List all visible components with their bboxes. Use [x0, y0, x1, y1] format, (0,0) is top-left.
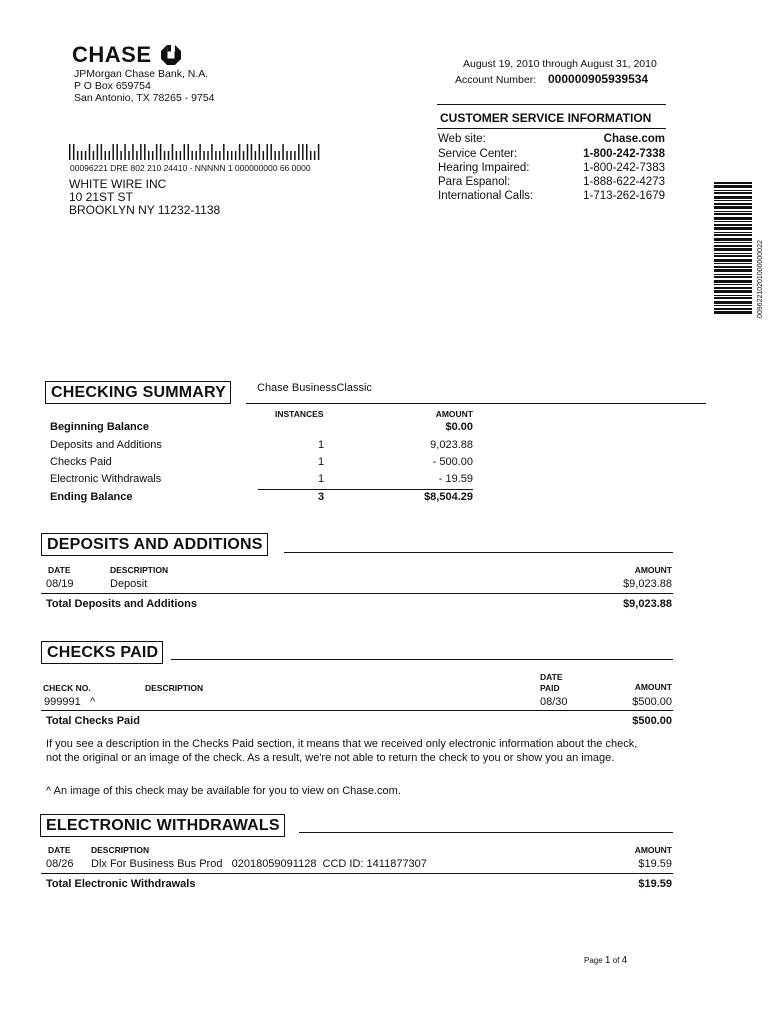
page-label: Page [584, 956, 603, 965]
cs-value: 1-713-262-1679 [583, 190, 665, 202]
withdrawals-total-label: Total Electronic Withdrawals [46, 878, 196, 890]
summary-instances: 1 [318, 456, 325, 468]
cs-label: International Calls: [438, 190, 534, 202]
summary-instances: 3 [318, 491, 325, 503]
deposit-amount: $9,023.88 [623, 578, 672, 590]
cs-label: Service Center: [438, 148, 518, 160]
col-amount: AMOUNT [634, 845, 672, 855]
withdrawal-amount: $19.59 [638, 858, 672, 870]
account-number: 000000905939534 [548, 72, 649, 86]
cs-website-link[interactable]: Chase.com [603, 133, 665, 145]
deposits-total: $9,023.88 [623, 598, 672, 610]
page-indicator [584, 955, 627, 966]
col-description: DESCRIPTION [91, 845, 150, 855]
check-amount: $500.00 [632, 696, 672, 708]
deposit-description: Deposit [110, 578, 148, 590]
col-amount: AMOUNT [435, 409, 473, 419]
summary-label: Beginning Balance [50, 421, 150, 433]
customer-name: WHITE WIRE INC [69, 177, 167, 191]
page-number: 1 [604, 955, 611, 966]
customer-city: BROOKLYN NY 11232-1138 [69, 203, 221, 217]
summary-label: Checks Paid [50, 456, 112, 468]
bank-city: San Antonio, TX 78265 - 9754 [74, 92, 215, 104]
col-description: DESCRIPTION [110, 565, 169, 575]
chase-logo-text: CHASE [72, 42, 152, 67]
summary-amount: $8,504.29 [424, 491, 473, 503]
summary-amount: - 500.00 [432, 456, 473, 468]
check-image-marker: ^ [90, 696, 96, 708]
check-number: 999991 [44, 696, 81, 708]
bank-name: JPMorgan Chase Bank, N.A. [74, 68, 209, 80]
deposit-date: 08/19 [46, 578, 74, 590]
cs-value: 1-888-622-4273 [583, 176, 665, 188]
withdrawal-description: Dlx For Business Bus Prod 02018059091128 CCD ID: 1411877307 [91, 858, 427, 870]
cs-label: Hearing Impaired: [438, 162, 530, 174]
col-date-paid-2: PAID [540, 683, 560, 693]
checks-image-note: ^ An image of this check may be available for you to view on Chase.com. [46, 785, 401, 797]
cs-value: 1-800-242-7383 [583, 162, 665, 174]
checks-paid-title: CHECKS PAID [41, 641, 163, 664]
customer-service-title: CUSTOMER SERVICE INFORMATION [440, 111, 652, 125]
page-of-label: of [612, 956, 620, 965]
summary-instances: 1 [318, 439, 325, 451]
summary-amount: - 19.59 [438, 473, 473, 485]
checks-note-line-2: not the original or an image of the check. As a result, we're not able to return the check to you or show you an image. [46, 752, 615, 764]
svg-text:00962210201000000022: 00962210201000000022 [757, 240, 764, 318]
checks-note-line-1: If you see a description in the Checks Paid section, it means that we received only electronic information about the check, [46, 738, 638, 750]
summary-amount: $0.00 [445, 421, 473, 433]
col-amount: AMOUNT [634, 565, 672, 575]
electronic-withdrawals-title: ELECTRONIC WITHDRAWALS [40, 814, 285, 837]
customer-street: 10 21ST ST [69, 190, 133, 204]
product-name: Chase BusinessClassic [257, 382, 372, 394]
deposits-total-label: Total Deposits and Additions [46, 598, 197, 610]
page-total: 4 [621, 955, 628, 966]
summary-label: Electronic Withdrawals [50, 473, 162, 485]
col-date: DATE [48, 565, 71, 575]
chase-octagon-logo-icon [160, 44, 182, 66]
withdrawal-date: 08/26 [46, 858, 74, 870]
deposits-title: DEPOSITS AND ADDITIONS [41, 533, 268, 556]
side-barcode [714, 182, 752, 316]
summary-instances: 1 [318, 473, 325, 485]
col-date: DATE [48, 845, 71, 855]
barcode-text: 00096221 DRE 802 210 24410 - NNNNN 1 000000000 66 0000 [70, 163, 311, 173]
summary-amount: 9,023.88 [430, 439, 473, 451]
bank-po-box: P O Box 659754 [74, 80, 151, 92]
col-description: DESCRIPTION [145, 683, 204, 693]
checks-total: $500.00 [632, 715, 672, 727]
col-date-paid-1: DATE [540, 672, 563, 682]
statement-period: August 19, 2010 through August 31, 2010 [463, 58, 657, 70]
col-check-no: CHECK NO. [43, 683, 91, 693]
withdrawals-total: $19.59 [638, 878, 672, 890]
side-barcode-text [754, 184, 764, 318]
cs-label: Web site: [438, 133, 486, 145]
summary-label: Ending Balance [50, 491, 133, 503]
cs-value: 1-800-242-7338 [583, 148, 665, 160]
col-instances: INSTANCES [275, 409, 324, 419]
account-number-label: Account Number: [455, 74, 537, 86]
cs-label: Para Espanol: [438, 176, 511, 188]
col-amount: AMOUNT [634, 682, 672, 692]
postal-barcode [69, 144, 322, 160]
checks-total-label: Total Checks Paid [46, 715, 140, 727]
summary-label: Deposits and Additions [50, 439, 162, 451]
checking-summary-title: CHECKING SUMMARY [45, 381, 231, 404]
check-date-paid: 08/30 [540, 696, 568, 708]
